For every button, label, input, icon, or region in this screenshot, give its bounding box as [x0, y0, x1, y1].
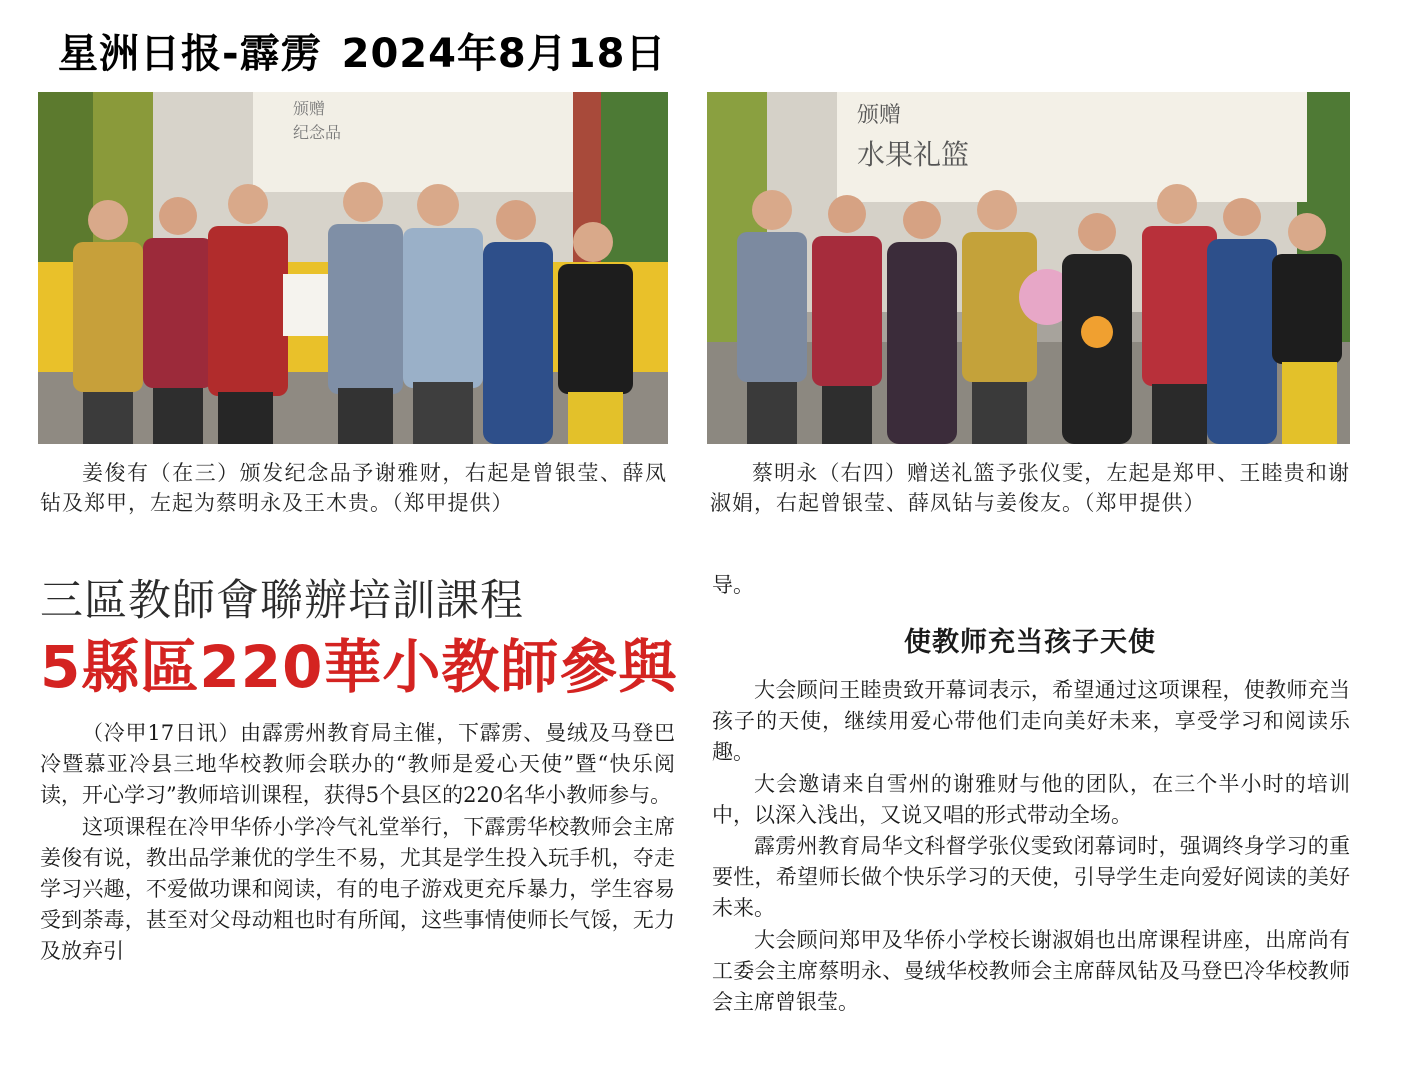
- article-paragraph: （冷甲17日讯）由霹雳州教育局主催，下霹雳、曼绒及马登巴冷暨慕亚冷县三地华校教师会联办的“教师是爱心天使”暨“快乐阅读，开心学习”教师培训课程，获得5个县区的220名华小教师参与。: [40, 721, 675, 808]
- article-column-left: [40, 718, 675, 968]
- article-continuation: 导。: [712, 573, 754, 597]
- publication-date: 2024年8月18日: [341, 31, 667, 77]
- headline-main: 5縣區220華小教師參與: [40, 633, 678, 701]
- article-subhead: 使教师充当孩子天使: [904, 627, 1156, 658]
- photo-left: [38, 92, 668, 444]
- banner-line2: 纪念品: [293, 123, 342, 142]
- banner-line1: 颁赠: [293, 99, 326, 118]
- photo-right: [707, 92, 1350, 444]
- article-paragraph: 大会邀请来自雪州的谢雅财与他的团队，在三个半小时的培训中，以深入浅出，又说又唱的形式带动全场。: [712, 771, 1350, 827]
- article-paragraph: 大会顾问王睦贵致开幕词表示，希望通过这项课程，使教师充当孩子的天使，继续用爱心带他们走向美好未来，享受学习和阅读乐趣。: [712, 678, 1350, 765]
- headline-kicker: 三區教師會聯辦培訓課程: [40, 576, 524, 626]
- banner-line2: 水果礼篮: [857, 138, 970, 171]
- photo-left-image: [38, 92, 668, 444]
- article-column-right: [712, 675, 1350, 1018]
- article-paragraph: 霹雳州教育局华文科督学张仪雯致闭幕词时，强调终身学习的重要性，希望师长做个快乐学习的天使，引导学生走向爱好阅读的美好未来。: [712, 834, 1350, 921]
- photo-caption-right: 蔡明永（右四）赠送礼篮予张仪雯，左起是郑甲、王睦贵和谢淑娟，右起曾银莹、薛凤钻与姜俊友。（郑甲提供）: [710, 461, 1350, 515]
- banner-line1: 颁赠: [857, 103, 902, 128]
- article-paragraph: 这项课程在冷甲华侨小学冷气礼堂举行，下霹雳华校教师会主席姜俊有说，教出品学兼优的学生不易，尤其是学生投入玩手机，夺走学习兴趣，不爱做功课和阅读，有的电子游戏更充斥暴力，学生容易受到荼毒，甚至对父母动粗也时有所闻，这些事情使师长气馁，无力及放弃引: [40, 814, 675, 964]
- newspaper-name: 星洲日报-霹雳: [58, 31, 322, 77]
- photo-caption-left: 姜俊有（在三）颁发纪念品予谢雅财，右起是曾银莹、薛凤钻及郑甲，左起为蔡明永及王木贵。（郑甲提供）: [40, 461, 667, 515]
- photo-right-image: [707, 92, 1350, 444]
- masthead: [58, 22, 666, 79]
- article-paragraph: 大会顾问郑甲及华侨小学校长谢淑娟也出席课程讲座，出席尚有工委会主席蔡明永、曼绒华校教师会主席薛凤钻及马登巴冷华校教师会主席曾银莹。: [712, 927, 1350, 1015]
